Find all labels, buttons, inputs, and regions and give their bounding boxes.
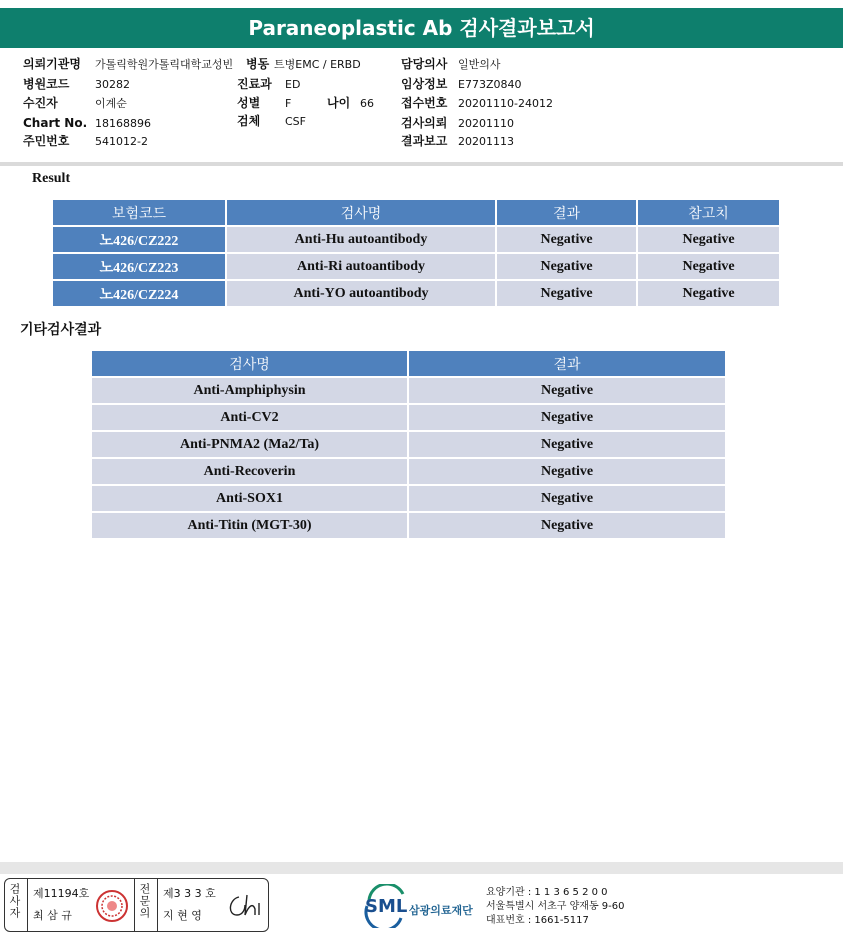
specialist-label: 전문의 [138, 883, 151, 919]
table-row [53, 227, 779, 252]
header-insurance-code: 보험코드 [53, 200, 225, 225]
test-name-cell: Anti-Titin (MGT-30) [92, 513, 407, 538]
rrn-label: 주민번호 [23, 134, 70, 148]
care-code: 요양기관 : 1 1 3 6 5 2 0 0 [486, 887, 608, 898]
reference-cell: Negative [638, 227, 779, 252]
phone: 대표번호 : 1661-5117 [486, 915, 589, 926]
header-test-name: 검사명 [227, 200, 495, 225]
insurance-code-cell: 노426/CZ222 [53, 227, 225, 252]
signature-icon [225, 891, 263, 921]
table-header-row [53, 200, 779, 225]
seal-stamp-icon [95, 889, 129, 923]
result-cell: Negative [409, 459, 725, 484]
table-row [92, 486, 725, 511]
hospital-code-value: 30282 [95, 78, 130, 91]
signature-divider [157, 879, 158, 931]
clinical-label: 임상정보 [401, 77, 448, 91]
test-name-cell: Anti-PNMA2 (Ma2/Ta) [92, 432, 407, 457]
table-row [92, 459, 725, 484]
age-value: 66 [360, 97, 374, 110]
rrn-value: 541012-2 [95, 135, 148, 148]
result-cell: Negative [409, 405, 725, 430]
signature-divider [134, 879, 135, 931]
result-heading: Result [32, 171, 71, 186]
table-row [92, 378, 725, 403]
doctor-label: 담당의사 [401, 57, 448, 71]
test-name-cell: Anti-CV2 [92, 405, 407, 430]
footer-band [0, 862, 843, 874]
address: 서울특별시 서초구 양재동 9-60 [486, 901, 625, 912]
reference-cell: Negative [638, 254, 779, 279]
insurance-code-cell: 노426/CZ223 [53, 254, 225, 279]
request-value: 20201110 [458, 117, 514, 130]
table-row [53, 254, 779, 279]
test-name-cell: Anti-Amphiphysin [92, 378, 407, 403]
org-name: 삼광의료재단 [409, 904, 473, 917]
table-header-row [92, 351, 725, 376]
ward-label: 병동 [246, 57, 270, 71]
signature-divider [27, 879, 28, 931]
hospital-code-label: 병원코드 [23, 77, 70, 91]
age-label: 나이 [327, 96, 351, 110]
test-name-cell: Anti-Hu autoantibody [227, 227, 495, 252]
header-result: 결과 [409, 351, 725, 376]
other-results-table [90, 349, 727, 540]
report-date-label: 결과보고 [401, 134, 448, 148]
receipt-label: 접수번호 [401, 96, 448, 110]
result-cell: Negative [409, 378, 725, 403]
specialist-license: 제3 3 3 호 [163, 887, 216, 900]
result-cell: Negative [409, 432, 725, 457]
institution-value: 가톨릭학원가톨릭대학교성빈 [95, 58, 234, 71]
other-results-heading: 기타검사결과 [20, 322, 102, 338]
tester-name: 최 삼 규 [33, 909, 72, 922]
result-table [51, 198, 781, 308]
table-row [92, 513, 725, 538]
patient-value: 이계순 [95, 97, 127, 110]
result-cell: Negative [409, 486, 725, 511]
tester-license: 제11194호 [33, 887, 90, 900]
header-divider [0, 162, 843, 166]
report-title: Paraneoplastic Ab 검사결과보고서 [0, 8, 843, 48]
header-reference: 참고치 [638, 200, 779, 225]
institution-label: 의뢰기관명 [23, 57, 81, 71]
sex-value: F [285, 97, 292, 110]
result-cell: Negative [409, 513, 725, 538]
dept-label: 진료과 [237, 77, 272, 91]
specimen-label: 검체 [237, 114, 261, 128]
tester-label: 검사자 [8, 883, 21, 919]
request-label: 검사의뢰 [401, 116, 448, 130]
signature-box [4, 878, 269, 932]
clinical-value: E773Z0840 [458, 78, 522, 91]
specimen-value: CSF [285, 115, 306, 128]
table-row [92, 405, 725, 430]
sex-label: 성별 [237, 96, 261, 110]
address-block [486, 886, 625, 928]
test-name-cell: Anti-Ri autoantibody [227, 254, 495, 279]
header-test-name: 검사명 [92, 351, 407, 376]
result-cell: Negative [497, 227, 636, 252]
receipt-value: 20201110-24012 [458, 97, 553, 110]
dept-value: ED [285, 78, 301, 91]
report-date-value: 20201113 [458, 135, 514, 148]
patient-label: 수진자 [23, 96, 58, 110]
test-name-cell: Anti-Recoverin [92, 459, 407, 484]
result-cell: Negative [497, 281, 636, 306]
chart-value: 18168896 [95, 117, 151, 130]
test-name-cell: Anti-SOX1 [92, 486, 407, 511]
specialist-name: 지 현 영 [163, 909, 202, 922]
header-result: 결과 [497, 200, 636, 225]
doctor-value: 일반의사 [458, 58, 501, 71]
sml-logo [363, 884, 483, 928]
insurance-code-cell: 노426/CZ224 [53, 281, 225, 306]
table-row [53, 281, 779, 306]
result-cell: Negative [497, 254, 636, 279]
ward-value: 트병EMC / ERBD [274, 58, 361, 71]
test-name-cell: Anti-YO autoantibody [227, 281, 495, 306]
logo-text: SML [365, 896, 408, 917]
reference-cell: Negative [638, 281, 779, 306]
chart-label: Chart No. [23, 116, 88, 130]
table-row [92, 432, 725, 457]
